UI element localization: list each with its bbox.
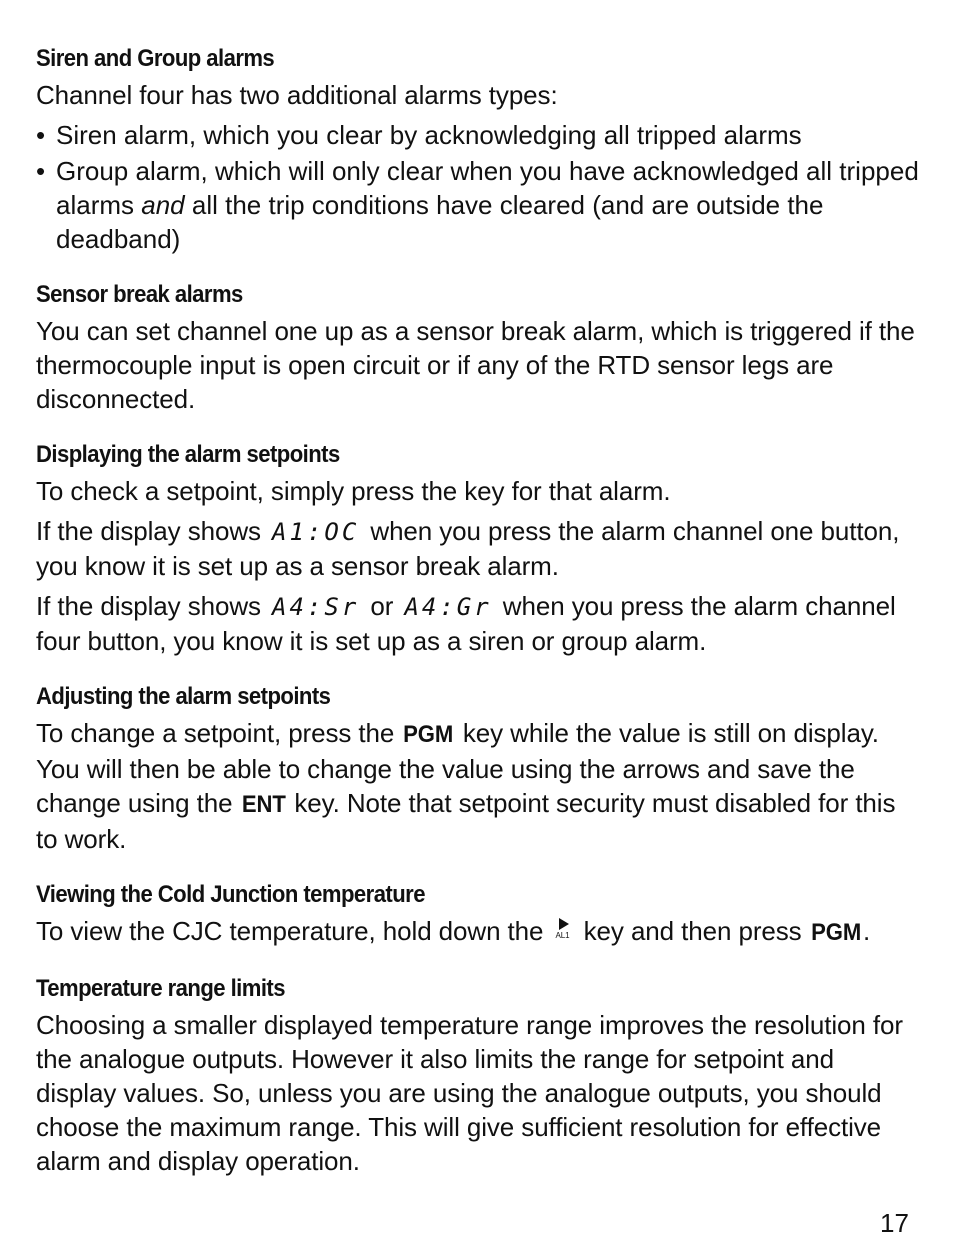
bullet-text: Siren alarm, which you clear by acknowledging all tripped alarms [56,120,802,150]
list-item [36,118,920,152]
section-adjusting-setpoints [36,678,920,856]
paragraph-text: or [363,591,401,621]
paragraph-text: key. Note that setpoint security must disabled for this to work. [36,788,896,854]
paragraph-text: If the display shows [36,516,269,546]
section-sensor-break-alarms [36,276,920,416]
list-item [36,154,920,256]
paragraph-text: key and then press [576,916,809,946]
cjc-text [36,914,920,950]
heading-displaying-setpoints: Displaying the alarm setpoints [36,441,340,468]
page-number: 17 [880,1208,909,1238]
paragraph-text: To view the CJC temperature, hold down the [36,916,551,946]
document-page [36,40,920,1198]
displaying-p3 [36,589,920,658]
heading-adjusting-setpoints: Adjusting the alarm setpoints [36,683,331,710]
al1-key-icon [555,916,573,942]
section-siren-group-alarms [36,40,920,256]
heading-cold-junction: Viewing the Cold Junction temperature [36,881,425,908]
section-cold-junction [36,876,920,950]
segment-display-code: A1:OC [272,518,360,546]
range-text: Choosing a smaller displayed temperature range improves the resolution for the analogue outputs. However it also limits the range for setpoint and display values. So, unless you are using the analogue outputs, you should choose the maximum range. This will give sufficient resolution for effective alarm and display operation. [36,1010,903,1176]
section-temperature-range [36,970,920,1178]
sensor-break-text: You can set channel one up as a sensor break alarm, which is triggered if the thermocouple input is open circuit or if any of the RTD sensor legs are disconnected. [36,316,915,414]
siren-intro: Channel four has two additional alarms types: [36,80,558,110]
pgm-key-label: PGM [810,919,861,946]
bullet-text: all the trip conditions have cleared (and are outside the deadband) [56,190,824,254]
heading-siren-group-alarms: Siren and Group alarms [36,45,275,72]
displaying-p2 [36,514,920,583]
bullet-icon: • [36,156,46,186]
section-displaying-setpoints [36,436,920,658]
alarm-type-list [36,118,920,256]
heading-temperature-range: Temperature range limits [36,975,285,1002]
segment-display-code: A4:Sr [272,593,360,621]
displaying-p1: To check a setpoint, simply press the key for that alarm. [36,476,671,506]
al1-key-label: AL1 [555,931,570,940]
emphasis-text: and [141,190,185,220]
pgm-key-label: PGM [403,721,454,748]
paragraph-text: . [863,916,871,946]
paragraph-text: key while the value is still on display. You will then be able to change the value using the arrows and save the change using the [36,718,879,818]
paragraph-text: If the display shows [36,591,269,621]
ent-key-label: ENT [241,791,286,818]
bullet-icon: • [36,120,46,150]
segment-display-code: A4:Gr [404,593,492,621]
heading-sensor-break-alarms: Sensor break alarms [36,281,243,308]
paragraph-text: when you press the alarm channel four button, you know it is set up as a siren or group alarm. [36,591,896,656]
paragraph-text: To change a setpoint, press the [36,718,402,748]
bullet-text: Group alarm, which will only clear when you have acknowledged all tripped alarms [56,156,919,220]
play-arrow-icon [559,918,569,930]
adjusting-text [36,716,920,856]
paragraph-text: when you press the alarm channel one button, you know it is set up as a sensor break alarm. [36,516,900,581]
